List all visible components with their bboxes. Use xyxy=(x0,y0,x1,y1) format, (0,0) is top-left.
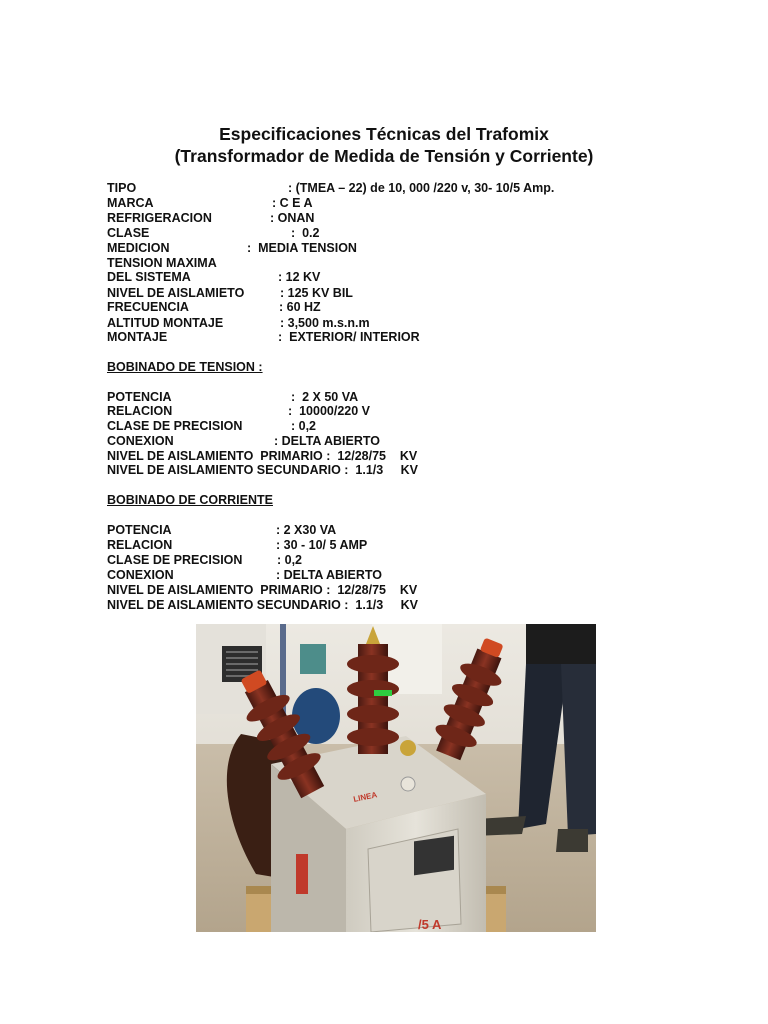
spec-value: : C E A xyxy=(272,196,313,210)
spec-label: NIVEL DE AISLAMIETO xyxy=(107,286,245,300)
spec-value: : DELTA ABIERTO xyxy=(276,568,383,582)
spec-label: MEDICION xyxy=(107,241,170,255)
spec-label: RELACION xyxy=(107,538,173,552)
spec-value: : 125 KV BIL xyxy=(280,286,353,300)
spec-value: : 0.2 xyxy=(291,226,320,240)
transformer-photo xyxy=(196,624,596,932)
spec-label: NIVEL DE AISLAMIENTO SECUNDARIO : 1.1/3 KV xyxy=(107,598,418,612)
spec-label: NIVEL DE AISLAMIENTO SECUNDARIO : 1.1/3 KV xyxy=(107,463,418,477)
spec-value: : 2 X30 VA xyxy=(276,523,337,537)
spec-value: : EXTERIOR/ INTERIOR xyxy=(278,330,420,344)
spec-label: CLASE xyxy=(107,226,150,240)
spec-label: CLASE DE PRECISION xyxy=(107,419,243,433)
spec-label: NIVEL DE AISLAMIENTO PRIMARIO : 12/28/75 KV xyxy=(107,449,418,463)
section-heading-corriente: BOBINADO DE CORRIENTE xyxy=(107,493,273,507)
plate-text: /5 A xyxy=(418,917,442,932)
spec-label: MONTAJE xyxy=(107,330,168,344)
spec-value: : MEDIA TENSION xyxy=(247,241,357,255)
spec-label: CLASE DE PRECISION xyxy=(107,553,243,567)
spec-value: : 2 X 50 VA xyxy=(291,390,359,404)
spec-value: : 12 KV xyxy=(278,270,321,284)
spec-label: POTENCIA xyxy=(107,390,172,404)
document-title: Especificaciones Técnicas del Trafomix xyxy=(219,124,549,144)
spec-value: : 60 HZ xyxy=(279,300,321,314)
spec-label: CONEXION xyxy=(107,434,174,448)
document-subtitle: (Transformador de Medida de Tensión y Corriente) xyxy=(174,146,594,166)
spec-label: DEL SISTEMA xyxy=(107,270,191,284)
spec-value: : 3,500 m.s.n.m xyxy=(280,316,370,330)
spec-value: : 0,2 xyxy=(277,553,303,567)
linea-tag: LINEA xyxy=(352,790,378,804)
spec-label: MARCA xyxy=(107,196,154,210)
spec-value: : (TMEA – 22) de 10, 000 /220 v, 30- 10/5 Amp. xyxy=(288,181,555,195)
spec-value: : 0,2 xyxy=(291,419,317,433)
spec-label: ALTITUD MONTAJE xyxy=(107,316,224,330)
spec-label: POTENCIA xyxy=(107,523,172,537)
spec-label: REFRIGERACION xyxy=(107,211,212,225)
spec-label: CONEXION xyxy=(107,568,174,582)
section-heading-tension: BOBINADO DE TENSION : xyxy=(107,360,263,374)
spec-label: TIPO xyxy=(107,181,137,195)
spec-value: : DELTA ABIERTO xyxy=(274,434,381,448)
spec-label: FRECUENCIA xyxy=(107,300,189,314)
spec-label: NIVEL DE AISLAMIENTO PRIMARIO : 12/28/75 KV xyxy=(107,583,418,597)
spec-value: : 10000/220 V xyxy=(288,404,371,418)
spec-label: TENSION MAXIMA xyxy=(107,256,217,270)
spec-value: : ONAN xyxy=(270,211,315,225)
spec-label: RELACION xyxy=(107,404,173,418)
spec-value: : 30 - 10/ 5 AMP xyxy=(276,538,368,552)
